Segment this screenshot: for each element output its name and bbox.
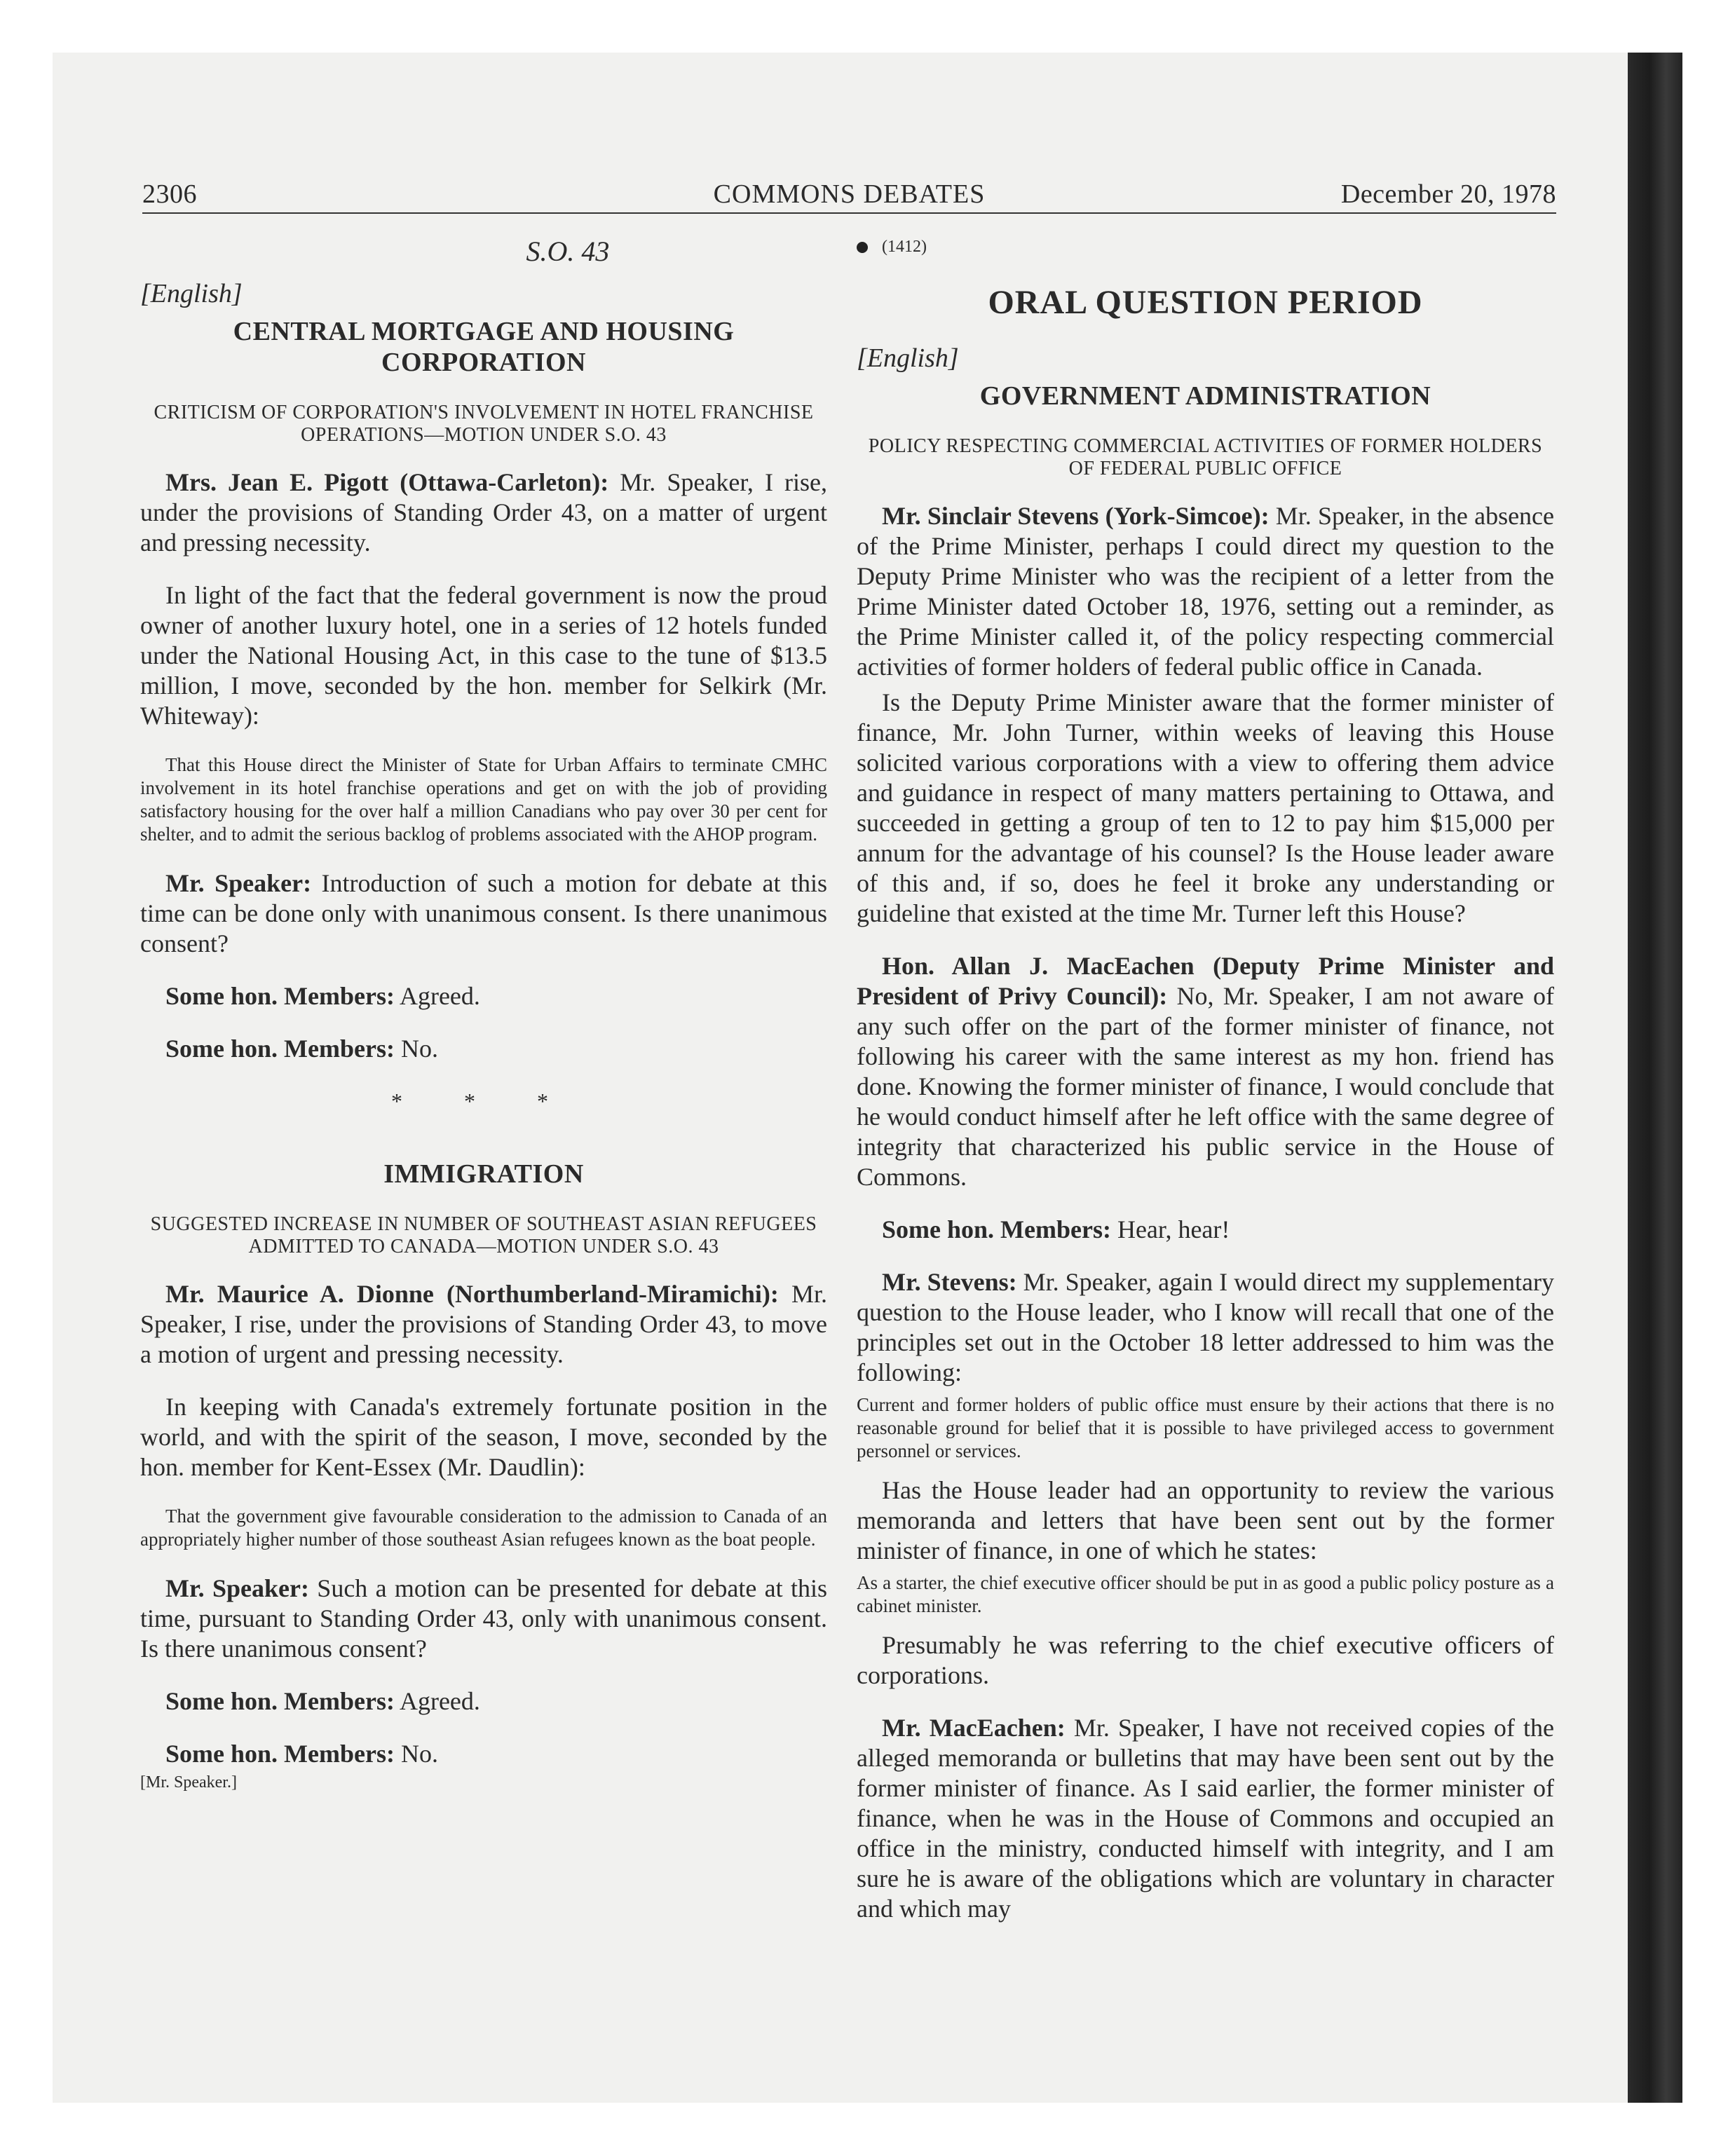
speech-text: Mr. Speaker, again I would direct my supplementary question to the House leader, who I know will recall that one of the principles set out in the October 18 letter addressed to him was the following:	[857, 1268, 1554, 1386]
speech-paragraph	[857, 1713, 1554, 1924]
speech-text: No.	[394, 1740, 438, 1768]
language-tag: [English]	[140, 279, 243, 308]
speaker-name: Mr. Sinclair Stevens (York-Simcoe):	[882, 502, 1270, 530]
speaker-name: Hon. Allan J. MacEachen (Deputy Prime Minister and President of Privy Council):	[857, 952, 1554, 1010]
publication-title: COMMONS DEBATES	[713, 179, 986, 209]
speech-paragraph	[857, 501, 1554, 682]
speech-text: Such a motion can be presented for debate at this time, pursuant to Standing Order 43, only with unanimous consent. Is there unanimous consent?	[140, 1574, 827, 1663]
speech-text: Hear, hear!	[1110, 1215, 1230, 1243]
speaker-name: Mrs. Jean E. Pigott (Ottawa-Carleton):	[165, 468, 609, 496]
right-column	[857, 228, 1554, 1946]
speech-paragraph	[140, 1574, 827, 1664]
continuation-note: [Mr. Speaker.]	[140, 1773, 237, 1792]
speech-paragraph: Presumably he was referring to the chief executive officers of corporations.	[857, 1631, 1554, 1689]
speaker-name: Some hon. Members:	[165, 1687, 395, 1715]
page-header	[142, 179, 1556, 214]
motion-quote: That this House direct the Minister of State for Urban Affairs to terminate CMHC involvement in its hotel franchise operations and get on with the job of providing satisfactory housing for the over half a million Canadians who pay over 30 per cent for shelter, and to admit the serious backlog of problems associated with the AHOP program.	[140, 754, 827, 845]
section-title: ORAL QUESTION PERIOD	[988, 284, 1423, 321]
scan-edge-shadow	[1628, 53, 1682, 2103]
speaker-name: Mr. Speaker:	[165, 1574, 309, 1602]
speech-paragraph: Has the House leader had an opportunity to review the various memoranda and letters that have been sent out by the former minister of finance, in one of which he states:	[857, 1476, 1554, 1564]
speech-text: Introduction of such a motion for debate at this time can be done only with unanimous consent. Is there unanimous consent?	[140, 869, 827, 957]
speech-text: No.	[394, 1035, 438, 1063]
bullet-icon	[857, 242, 868, 253]
speech-paragraph	[857, 951, 1554, 1192]
speech-paragraph: Is the Deputy Prime Minister aware that the former minister of finance, Mr. John Turner, within weeks of leaving this House solicited various corporations with a view to offering them advice and guidance in respect of many matters pertaining to Ottawa, and succeeded in getting a group of ten to 12 to pay him $15,000 per annum for the advantage of his counsel? Is the House leader aware of this and, if so, does he feel it broke any understanding or guideline that existed at the time Mr. Turner left this House?	[857, 688, 1554, 927]
header-rule	[142, 212, 1556, 214]
section-subtitle: POLICY RESPECTING COMMERCIAL ACTIVITIES OF FORMER HOLDERS OF FEDERAL PUBLIC OFFICE	[868, 435, 1543, 479]
speech-paragraph: In keeping with Canada's extremely fortunate position in the world, and with the spirit of the season, I move, seconded by the hon. member for Kent-Essex (Mr. Daudlin):	[140, 1393, 827, 1481]
speech-paragraph	[140, 468, 827, 558]
letter-quote: Current and former holders of public office must ensure by their actions that there is no reasonable ground for belief that it is possible to have privileged access to government personnel or services.	[857, 1394, 1554, 1461]
speech-text: Mr. Speaker, I have not received copies of the alleged memoranda or bulletins that may have been sent out by the former minister of finance. As I said earlier, the former minister of finance, when he was in the House of Commons and occupied an office in the ministry, conducted himself with integrity, and I am sure he is aware of the obligations which are voluntary in character and which may	[857, 1714, 1554, 1923]
section-title: IMMIGRATION	[383, 1159, 584, 1189]
speech-text: Mr. Speaker, I rise, under the provisions of Standing Order 43, on a matter of urgent and pressing necessity.	[140, 468, 828, 557]
speech-paragraph	[857, 1215, 1554, 1245]
speech-text: Agreed.	[394, 1687, 480, 1715]
section-title: CENTRAL MORTGAGE AND HOUSING CORPORATION	[233, 317, 735, 377]
speech-text: Mr. Speaker, I rise, under the provisions of Standing Order 43, to move a motion of urgent and pressing necessity.	[140, 1280, 828, 1368]
speaker-name: Mr. Maurice A. Dionne (Northumberland-Miramichi):	[165, 1280, 779, 1308]
time-marker: (1412)	[857, 232, 1554, 262]
page-number: 2306	[142, 179, 197, 209]
speech-paragraph	[140, 981, 827, 1011]
speech-paragraph	[857, 1267, 1554, 1388]
speech-paragraph	[140, 1686, 827, 1717]
speech-paragraph	[140, 1034, 827, 1064]
subsection-title: GOVERNMENT ADMINISTRATION	[979, 381, 1431, 411]
speech-paragraph	[140, 1279, 827, 1370]
speech-text: Mr. Speaker, in the absence of the Prime Minister, perhaps I could direct my question to the Deputy Prime Minister who was the recipient of a letter from the Prime Minister dated October 18, 1976, setting out a reminder, as the Prime Minister called it, of the policy respecting commercial activities of former holders of federal public office in Canada.	[857, 502, 1555, 681]
motion-quote: That the government give favourable consideration to the admission to Canada of an appropriately higher number of those southeast Asian refugees known as the boat people.	[140, 1506, 827, 1550]
section-subtitle: SUGGESTED INCREASE IN NUMBER OF SOUTHEAST ASIAN REFUGEES ADMITTED TO CANADA—MOTION UNDER S.O. 43	[150, 1213, 817, 1257]
speech-paragraph	[140, 1739, 827, 1769]
speaker-name: Mr. Speaker:	[165, 869, 312, 897]
speech-text: No, Mr. Speaker, I am not aware of any such offer on the part of the former minister of finance, not following his career with the same interest as my hon. friend has done. Knowing the former minister of finance, I would conclude that he would conduct himself after he left office with the same degree of integrity that characterized his public service in the House of Commons.	[857, 982, 1554, 1191]
speaker-name: Some hon. Members:	[165, 982, 395, 1010]
speech-paragraph	[140, 868, 827, 959]
speaker-name: Some hon. Members:	[882, 1215, 1111, 1243]
left-column	[140, 228, 827, 1798]
section-separator: * * *	[391, 1089, 576, 1114]
speaker-name: Mr. Stevens:	[882, 1268, 1017, 1296]
speaker-name: Mr. MacEachen:	[882, 1714, 1066, 1742]
standing-order-heading: S.O. 43	[526, 236, 610, 267]
memo-quote: As a starter, the chief executive officer should be put in as good a public policy posture as a cabinet minister.	[857, 1572, 1554, 1616]
speech-text: Agreed.	[394, 982, 480, 1010]
speaker-name: Some hon. Members:	[165, 1035, 395, 1063]
language-tag: [English]	[857, 343, 959, 373]
speaker-name: Some hon. Members:	[165, 1740, 395, 1768]
page-date: December 20, 1978	[1340, 179, 1556, 209]
speech-paragraph: In light of the fact that the federal government is now the proud owner of another luxury hotel, one in a series of 12 hotels funded under the National Housing Act, in this case to the tune of $13.5 million, I move, seconded by the hon. member for Selkirk (Mr. Whiteway):	[140, 581, 827, 730]
section-subtitle: CRITICISM OF CORPORATION'S INVOLVEMENT IN HOTEL FRANCHISE OPERATIONS—MOTION UNDER S.O. 43	[154, 402, 814, 446]
